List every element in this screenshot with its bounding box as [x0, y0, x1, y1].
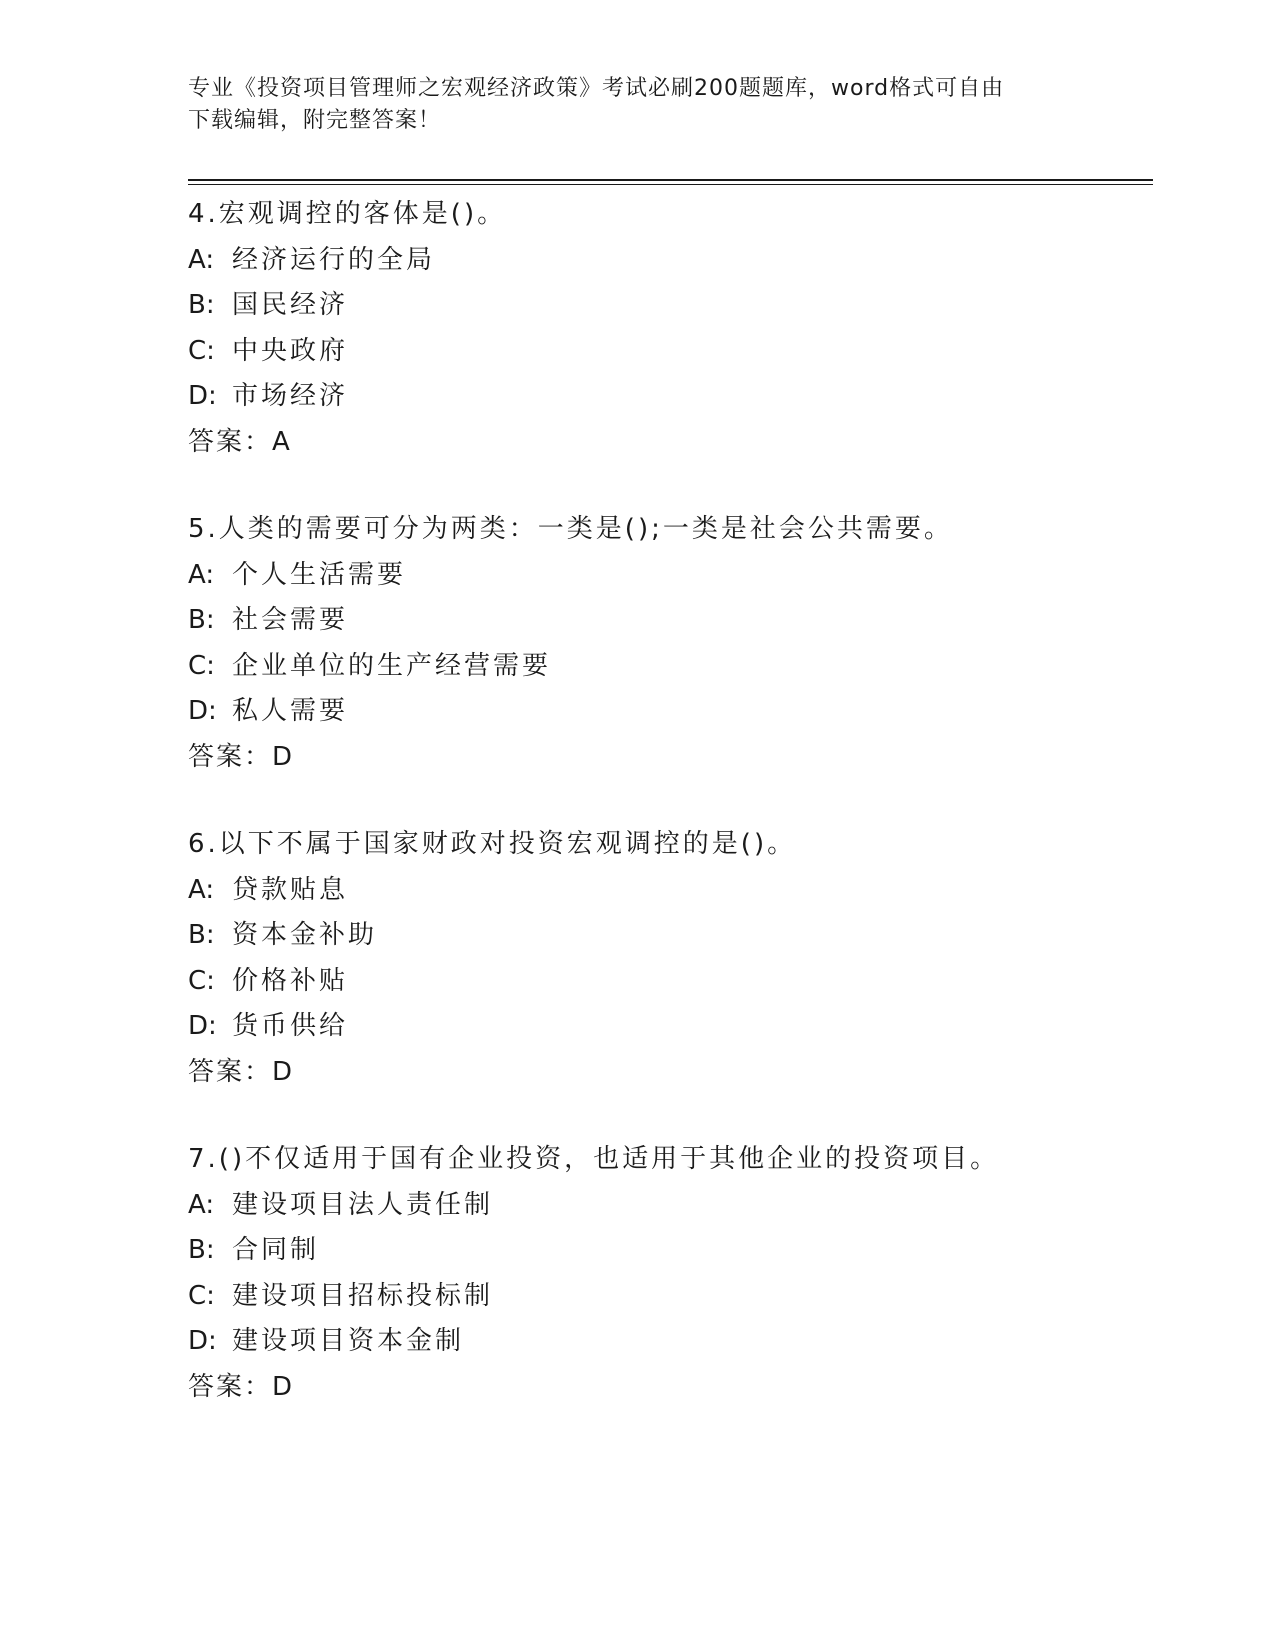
option-text: 市场经济 — [232, 381, 349, 411]
question-block — [188, 1137, 1148, 1410]
option-letter: C: — [188, 1280, 215, 1311]
header-line-1: 专业《投资项目管理师之宏观经济政策》考试必刷200题题库，word格式可自由 — [188, 76, 1005, 101]
option-letter: C: — [188, 965, 215, 996]
answer-line: 答案：A — [188, 426, 292, 457]
option-text: 建设项目法人责任制 — [232, 1189, 494, 1220]
option-text: 建设项目招标投标制 — [232, 1280, 494, 1311]
option-c — [188, 329, 1148, 375]
answer-line: 答案：D — [188, 1371, 295, 1402]
option-letter: A: — [188, 1189, 215, 1220]
answer-line: 答案：D — [188, 1056, 295, 1087]
answer-line: 答案：D — [188, 741, 295, 772]
option-text: 贷款贴息 — [232, 874, 349, 905]
option-letter: D: — [188, 696, 217, 726]
question-stem: 4.宏观调控的客体是()。 — [188, 199, 507, 229]
question-stem: 7.()不仅适用于国有企业投资，也适用于其他企业的投资项目。 — [188, 1144, 1000, 1174]
option-c — [188, 1274, 1148, 1320]
option-text: 个人生活需要 — [232, 559, 407, 590]
option-text: 企业单位的生产经营需要 — [232, 650, 552, 681]
option-a — [188, 553, 1148, 599]
option-text: 价格补贴 — [232, 965, 349, 996]
option-b — [188, 598, 1148, 644]
option-letter: C: — [188, 650, 215, 681]
option-a — [188, 238, 1148, 284]
option-d — [188, 1004, 1148, 1050]
option-b — [188, 913, 1148, 959]
header-divider — [188, 179, 1153, 181]
question-block — [188, 822, 1148, 1095]
option-letter: A: — [188, 244, 215, 275]
option-d — [188, 374, 1148, 420]
question-stem: 5.人类的需要可分为两类：一类是();一类是社会公共需要。 — [188, 514, 953, 544]
header-divider-thin — [188, 184, 1153, 185]
option-letter: C: — [188, 335, 215, 366]
option-letter: D: — [188, 1011, 217, 1041]
option-d — [188, 689, 1148, 735]
option-text: 经济运行的全局 — [232, 244, 436, 275]
question-block — [188, 507, 1148, 780]
question-stem: 6.以下不属于国家财政对投资宏观调控的是()。 — [188, 829, 797, 859]
option-c — [188, 959, 1148, 1005]
option-text: 合同制 — [232, 1235, 320, 1265]
option-letter: A: — [188, 559, 215, 590]
option-c — [188, 644, 1148, 690]
option-text: 资本金补助 — [232, 920, 378, 950]
option-text: 社会需要 — [232, 605, 349, 635]
option-text: 货币供给 — [232, 1011, 349, 1041]
option-a — [188, 868, 1148, 914]
option-a — [188, 1183, 1148, 1229]
question-block — [188, 192, 1148, 465]
option-letter: B: — [188, 290, 215, 320]
option-text: 中央政府 — [232, 335, 349, 366]
option-text: 建设项目资本金制 — [232, 1326, 465, 1356]
header-line-2: 下载编辑，附完整答案！ — [188, 108, 442, 133]
option-letter: A: — [188, 874, 215, 905]
option-b — [188, 283, 1148, 329]
option-text: 私人需要 — [232, 696, 349, 726]
document-header — [188, 73, 1088, 137]
option-letter: B: — [188, 1235, 215, 1265]
option-text: 国民经济 — [232, 290, 349, 320]
option-d — [188, 1319, 1148, 1365]
option-letter: B: — [188, 920, 215, 950]
option-b — [188, 1228, 1148, 1274]
option-letter: D: — [188, 1326, 217, 1356]
option-letter: D: — [188, 381, 217, 411]
option-letter: B: — [188, 605, 215, 635]
